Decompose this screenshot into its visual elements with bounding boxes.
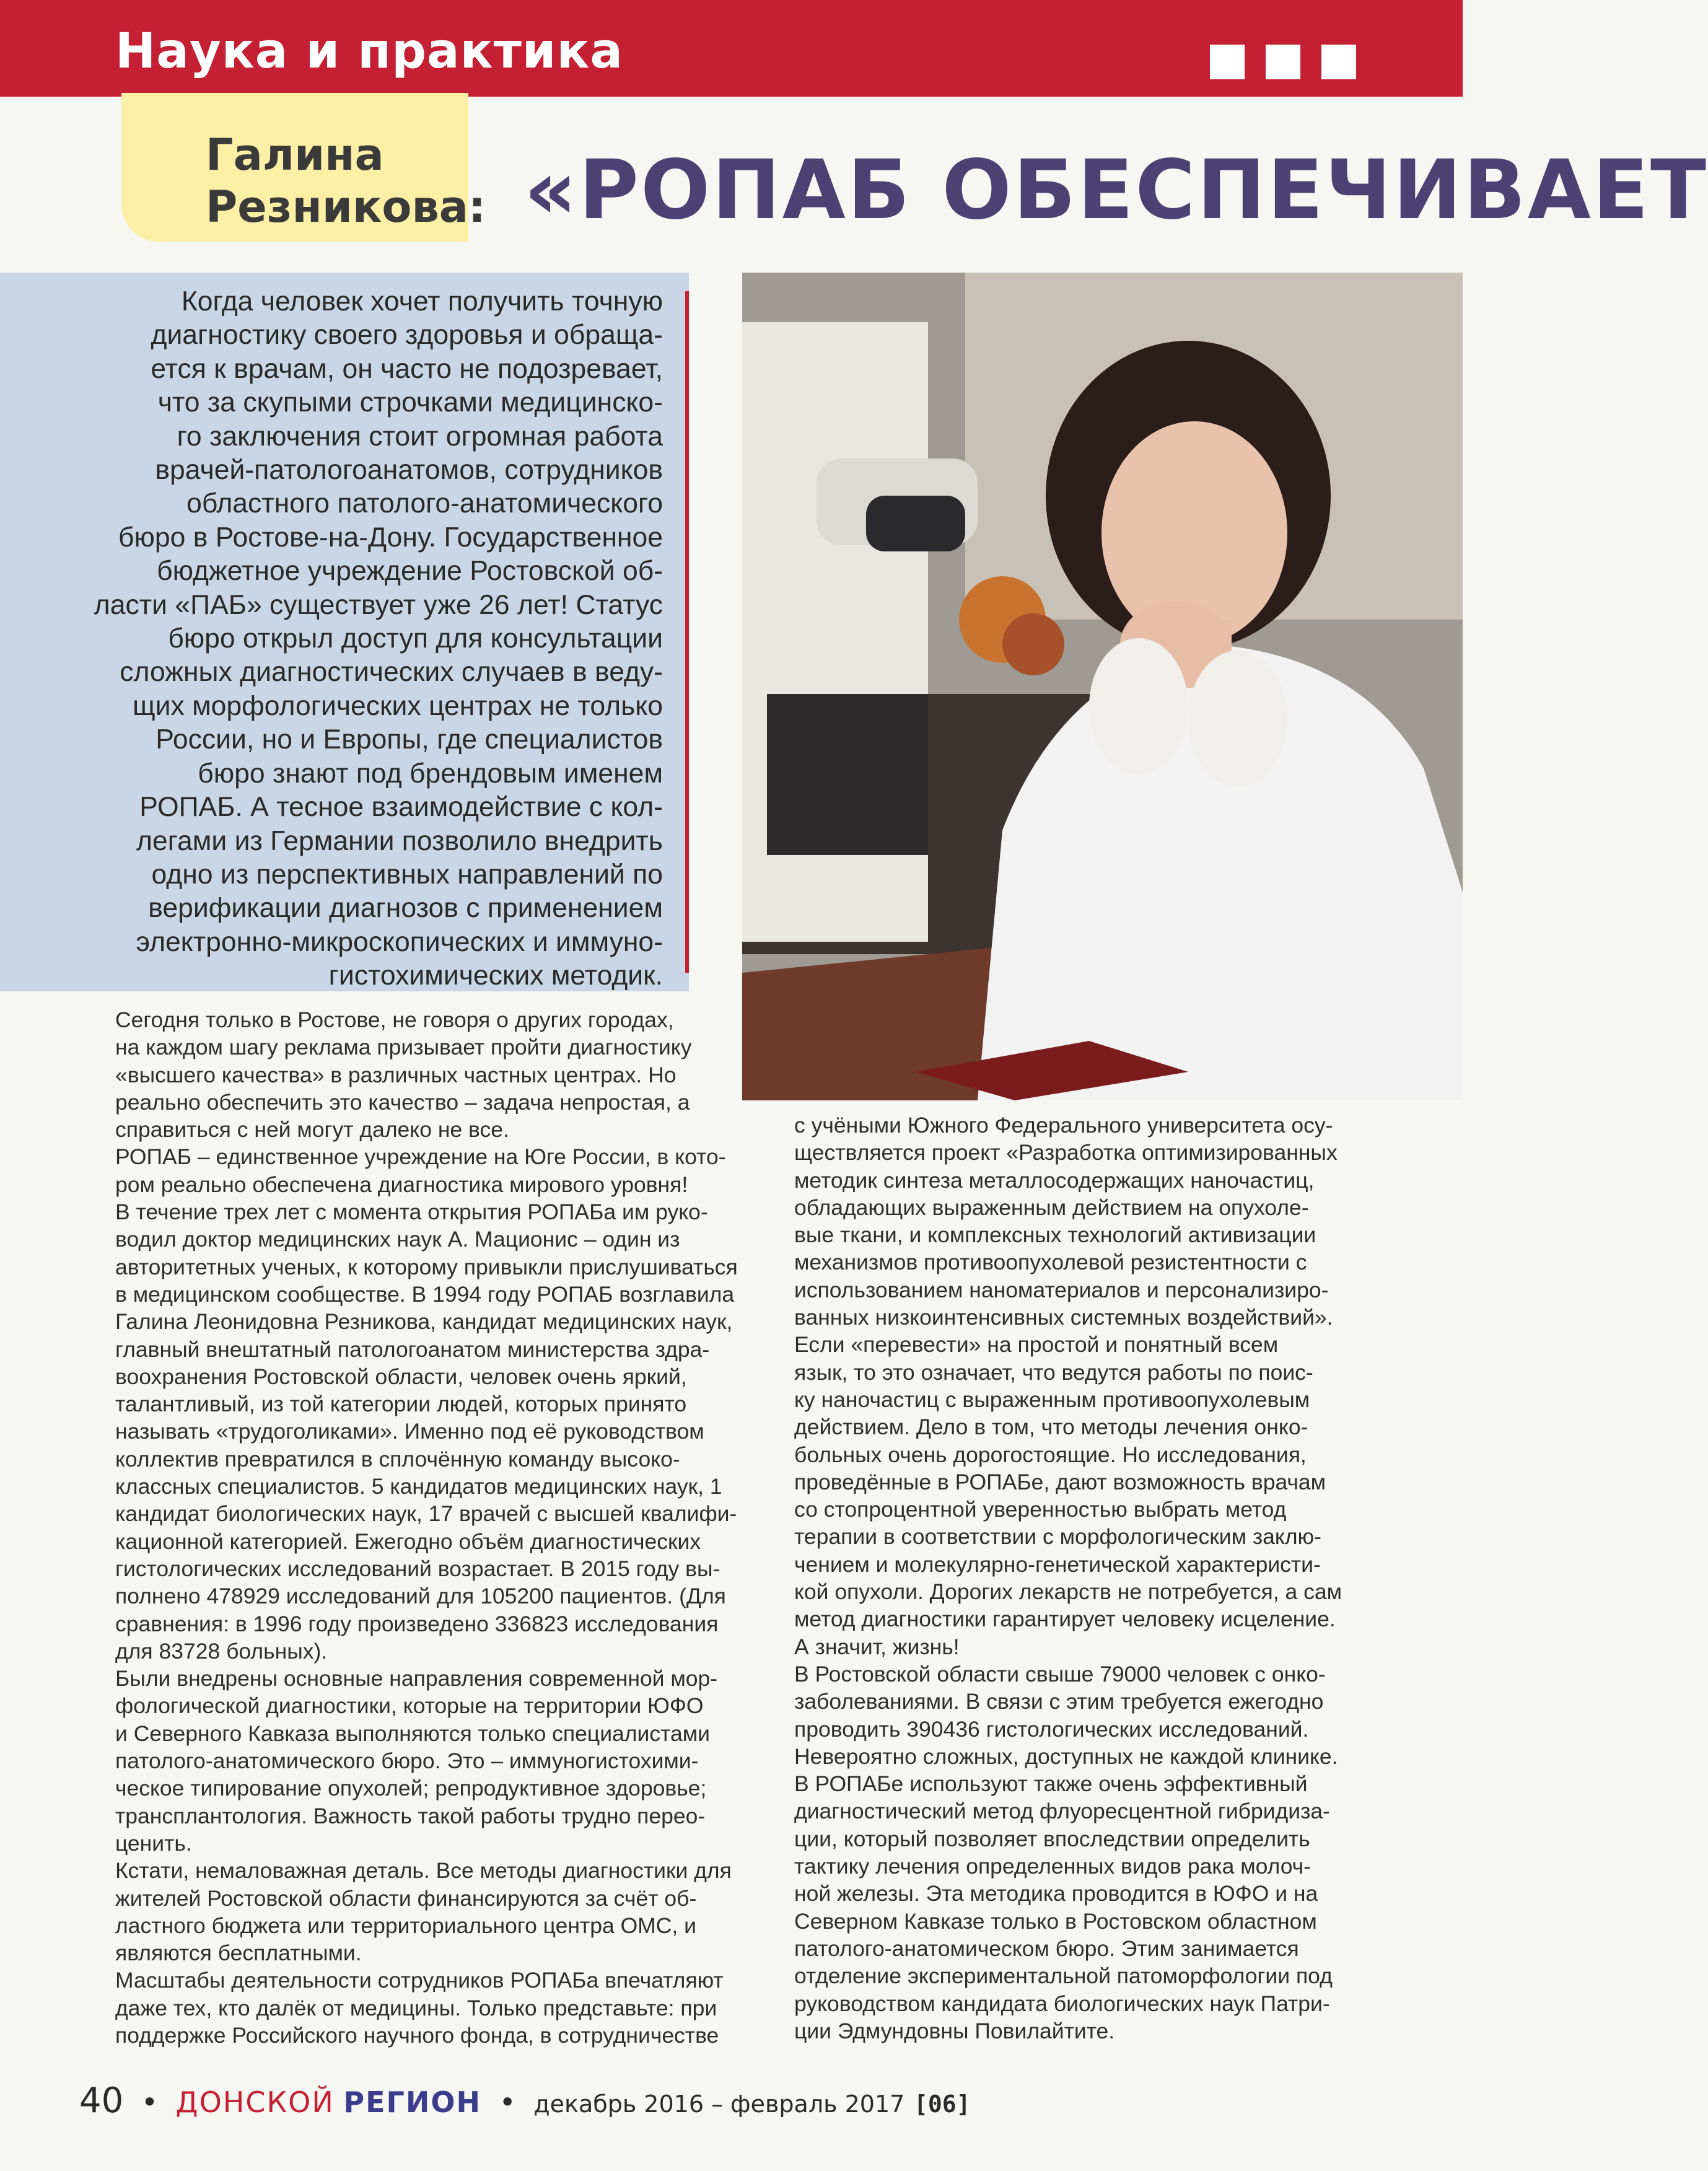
magazine-name-part1: ДОНСКОЙ	[175, 2085, 335, 2119]
body-column-left: Сегодня только в Ростове, не говоря о других городах, на каждом шагу реклама призывает пройти диагностику «высшего качества» в различных частных центрах. Но реально обеспечить это качество – задача непростая, а справиться с ней могут далеко не все. РОПАБ – единственное учреждение на Юге России, в кото- ром реально обеспечена диагностика мирового уровня! В течение трех лет с момента открытия РОПАБа им руко- водил доктор медицинских наук А. Мационис – один из авторитетных ученых, к которому привыкли прислушиваться в медицинском сообществе. В 1994 году РОПАБ возглавила Галина Леонидовна Резникова, кандидат медицинских наук, главный внештатный патологоанатом министерства здра- воохранения Ростовской области, человек очень яркий, талантливый, из той категории людей, которых принято называть «трудоголиками». Именно под её руководством коллектив превратился в сплочённую команду высоко- классных специалистов. 5 кандидатов медицинских наук, 1 кандидат биологических наук, 17 врачей с высшей квалифи- кационной категорией. Ежегодно объём диагностических гистологических исследований возрастает. В 2015 году вы- полнено 478929 исследований для 105200 пациентов. (Для сравнения: в 1996 году произведено 336823 исследования для 83728 больных). Были внедрены основные направления современной мор- фологической диагностики, которые на территории ЮФО и Северного Кавказа выполняются только специалистами патолого-анатомического бюро. Это – иммуногистохими- ческое типирование опухолей; репродуктивное здоровье; трансплантология. Важность такой работы трудно переo- ценить. Кстати, немаловажная деталь. Все методы диагностики для жителей Ростовской области финансируются за счёт об- ластного бюджета или территориального центра ОМС, и являются бесплатными. Масштабы деятельности сотрудников РОПАБа впечатляют даже тех, кто далёк от медицины. Только представьте: при поддержке Российского научного фонда, в сотрудничестве	[115, 1007, 738, 2048]
issue-date: декабрь 2016 – февраль 2017	[533, 2090, 905, 2118]
author-name: Галина Резникова:	[206, 129, 486, 232]
section-header-band	[0, 0, 1463, 97]
lead-text: Когда человек хочет получить точную диагностику своего здоровья и обраща- ется к врачам, он часто не подозревает, что за скупыми строчками медицинско- го заключения стоит огромная работа врачей-патологоанатомов, сотрудников областного патолого-анатомического бюро в Ростове-на-Дону. Государственное бюджетное учреждение Ростовской об- ласти «ПАБ» существует уже 26 лет! Статус бюро открыл доступ для консультации сложных диагностических случаев в веду- щих морфологических центрах не только России, но и Европы, где специалистов бюро знают под брендовым именем РОПАБ. А тесное взаимодействие с кол- легами из Германии позволило внедрить одно из перспективных направлений по верификации диагнозов с применением электронно-микроскопических и иммуно- гистохимических методик.	[94, 286, 663, 991]
portrait-photo	[742, 273, 1463, 1100]
portrait-illustration	[742, 273, 1463, 1100]
body-column-right: с учёными Южного Федерального университета осу- ществляется проект «Разработка оптимизированных методик синтеза металлосодержащих наночастиц, обладающих выраженным действием на опухоле- вые ткани, и комплексных технологий активизации механизмов противоопухолевой резистентности с использованием наноматериалов и персонализиро- ванных низкоинтенсивных системных воздействий». Если «перевести» на простой и понятный всем язык, то это означает, что ведутся работы по поис- ку наночастиц с выраженным противоопухолевым действием. Дело в том, что методы лечения онко- больных очень дорогостоящие. Но исследования, проведённые в РОПАБе, дают возможность врачам со стопроцентной уверенностью выбрать метод терапии в соответствии с морфологическим заклю- чением и молекулярно-генетической характеристи- кой опухоли. Дорогих лекарств не потребуется, а сам метод диагностики гарантирует человеку исцеление. А значит, жизнь! В Ростовской области свыше 79000 человек с онко- заболеваниями. В связи с этим требуется ежегодно проводить 390436 гистологических исследований. Невероятно сложных, доступных не каждой клинике. В РОПАБе используют также очень эффективный диагностический метод флуоресцентной гибридиза- ции, который позволяет впоследствии определить тактику лечения определенных видов рака молоч- ной железы. Эта методика проводится в ЮФО и на Северном Кавказе только в Ростовском областном патолого-анатомическом бюро. Этим занимается отделение экспериментальной патоморфологии под руководством кандидата биологических наук Патри- ции Эдмундовны Повилайтите.	[794, 1113, 1342, 2043]
square-icon	[1321, 45, 1356, 79]
lead-divider	[685, 291, 689, 973]
separator-dot: •	[141, 2085, 159, 2119]
article-headline: «РОПАБ ОБЕСПЕЧИВАЕТ	[524, 143, 1708, 238]
name-tab	[121, 93, 486, 242]
section-rubric: Наука и практика	[115, 24, 624, 79]
page-footer	[79, 2081, 970, 2121]
magazine-name-part2: РЕГИОН	[343, 2085, 481, 2119]
page-number: 40	[79, 2081, 124, 2121]
separator-dot: •	[499, 2085, 516, 2119]
issue-number: [06]	[913, 2090, 971, 2118]
square-icon	[1210, 45, 1245, 79]
square-icon	[1266, 45, 1300, 79]
lead-block	[0, 273, 689, 991]
decorative-squares	[1210, 45, 1356, 79]
